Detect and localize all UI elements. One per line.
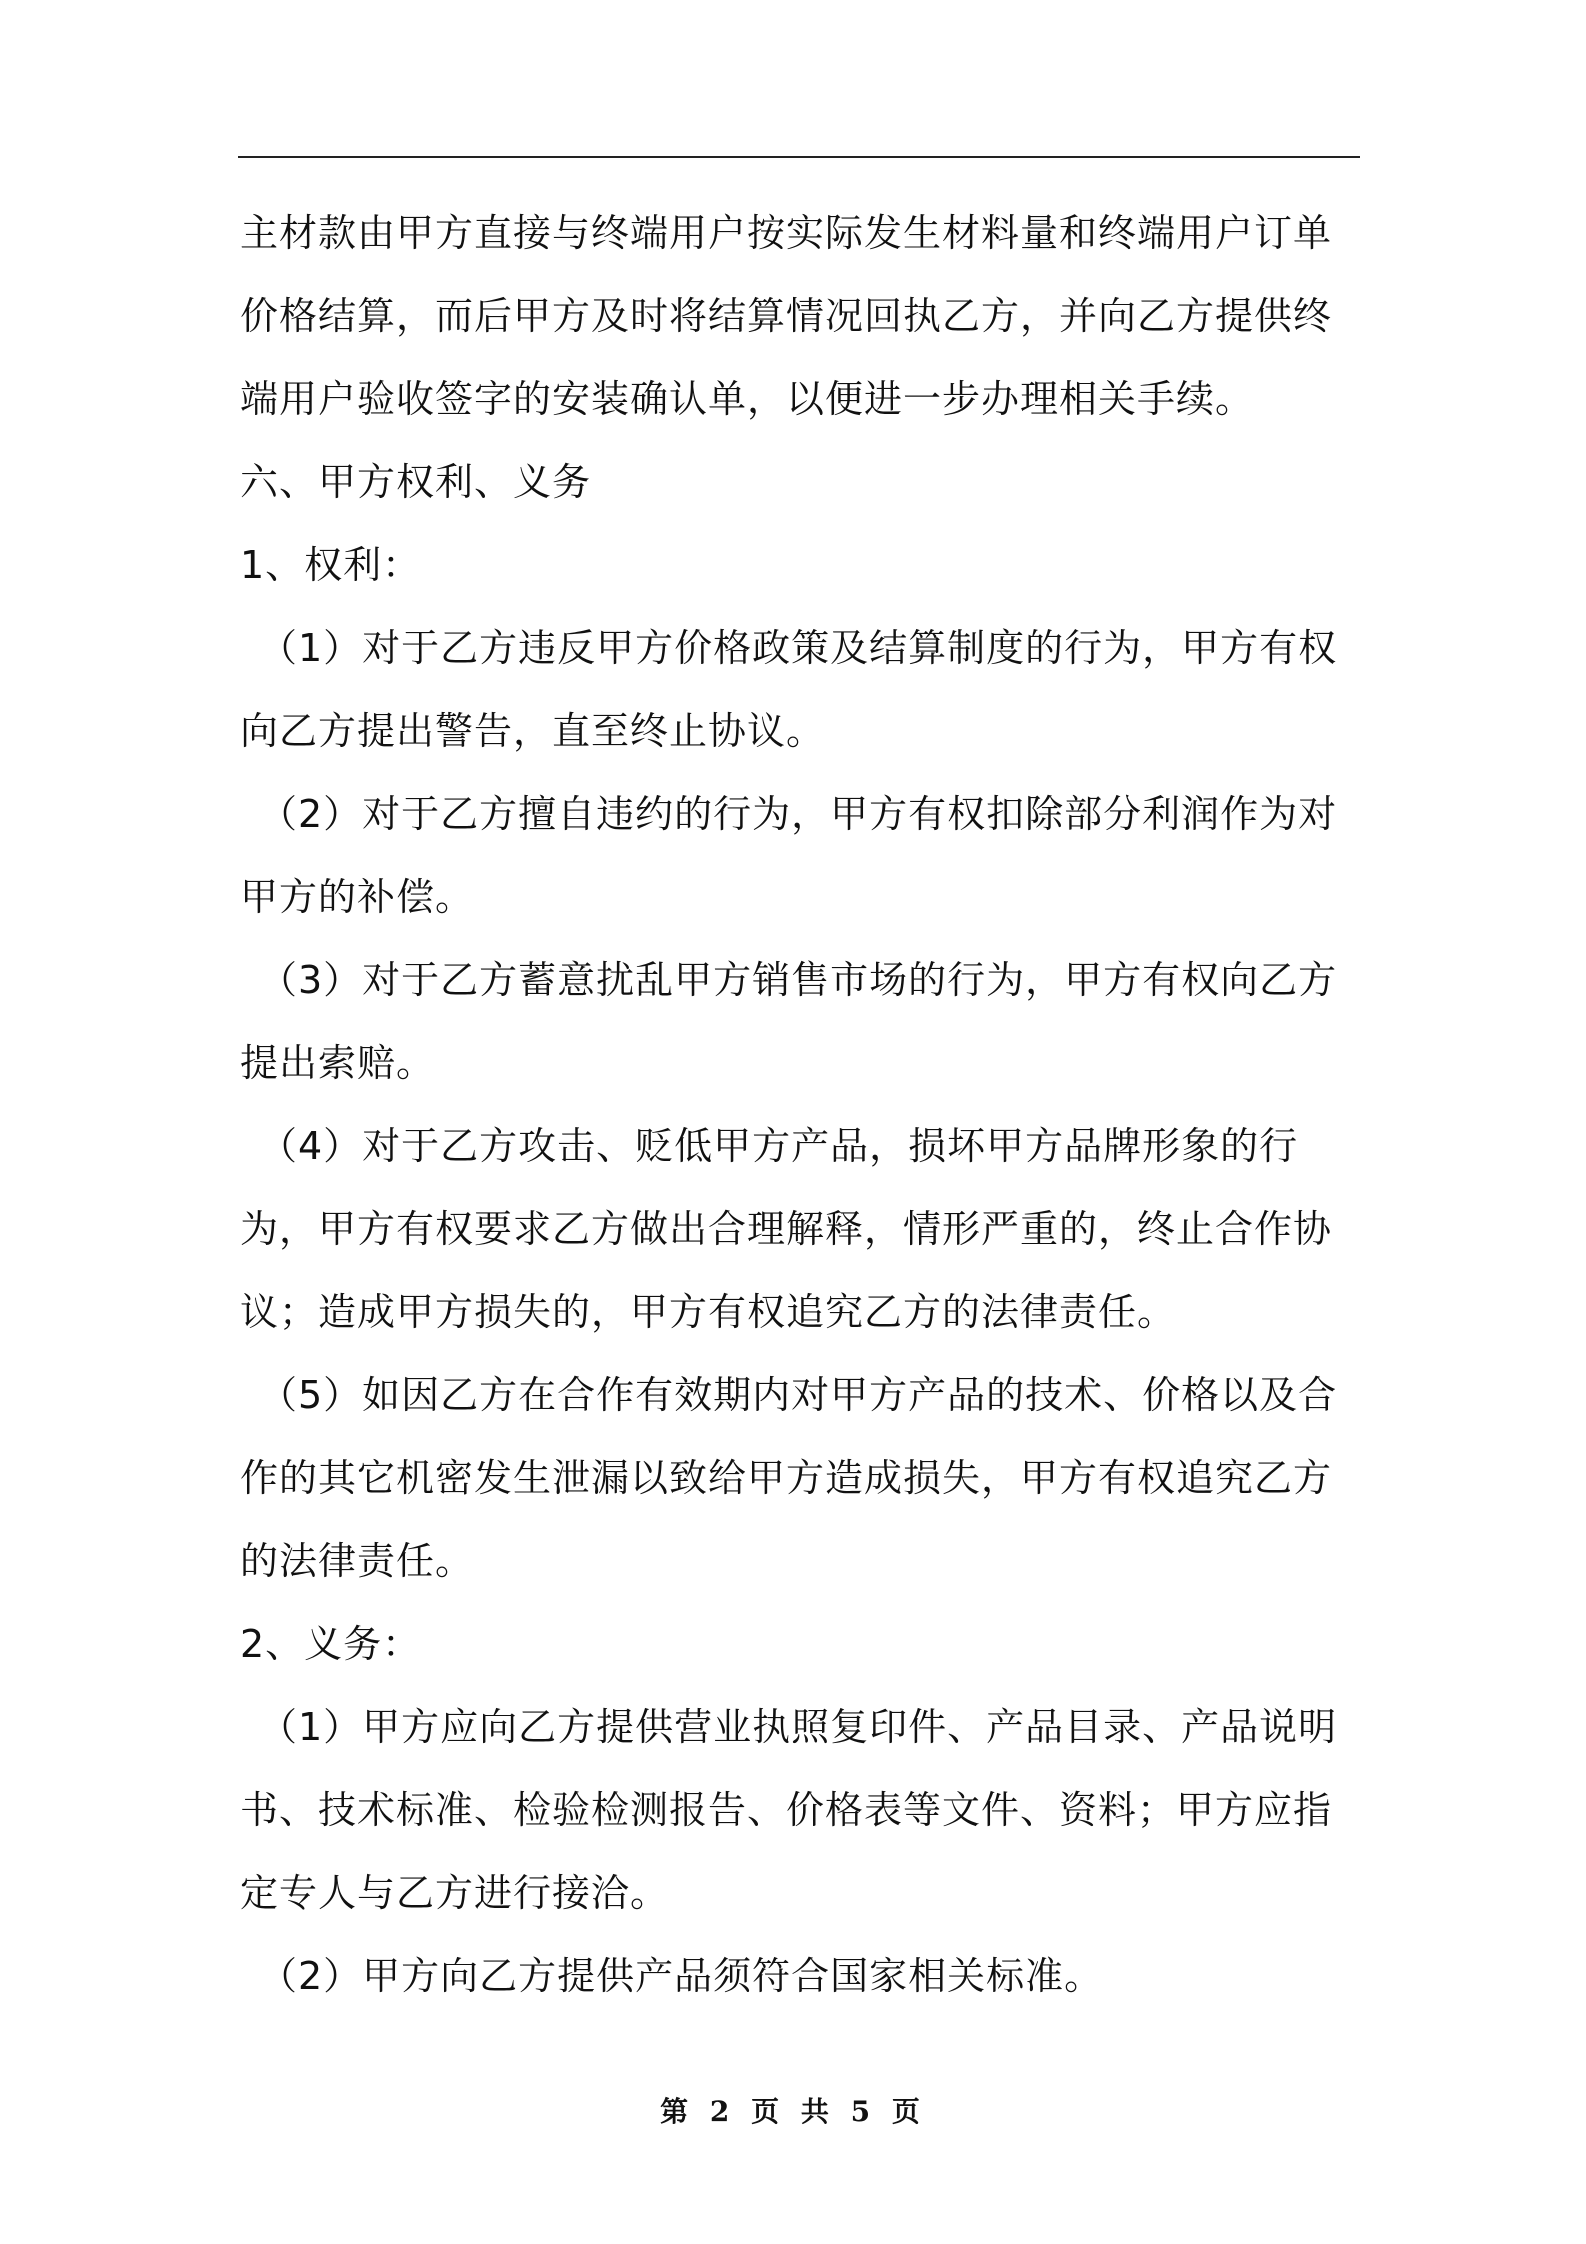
section-heading-party-a-rights-obligations: 六、甲方权利、义务 xyxy=(240,460,592,504)
paragraph-settlement: 主材款由甲方直接与终端用户按实际发生材料量和终端用户订单价格结算，而后甲方及时将结算情况回执乙方，并向乙方提供终端用户验收签字的安装确认单，以便进一步办理相关手续。 xyxy=(240,211,1333,421)
subheading-obligations: 2、义务： xyxy=(240,1622,422,1666)
rights-item-4: （4）对于乙方攻击、贬低甲方产品，损坏甲方品牌形象的行为，甲方有权要求乙方做出合理解释，情形严重的，终止合作协议；造成甲方损失的，甲方有权追究乙方的法律责任。 xyxy=(240,1124,1333,1334)
subheading-rights: 1、权利： xyxy=(240,543,422,587)
document-body xyxy=(240,192,1358,2018)
rights-item-3: （3）对于乙方蓄意扰乱甲方销售市场的行为，甲方有权向乙方提出索赔。 xyxy=(240,958,1338,1085)
rights-item-5: （5）如因乙方在合作有效期内对甲方产品的技术、价格以及合作的其它机密发生泄漏以致给甲方造成损失，甲方有权追究乙方的法律责任。 xyxy=(240,1373,1338,1583)
obligations-item-2: （2）甲方向乙方提供产品须符合国家相关标准。 xyxy=(259,1954,1104,1998)
page-number: 第 2 页 共 5 页 xyxy=(660,2095,926,2128)
header-rule xyxy=(238,156,1360,158)
obligations-item-1: （1）甲方应向乙方提供营业执照复印件、产品目录、产品说明书、技术标准、检验检测报告、价格表等文件、资料；甲方应指定专人与乙方进行接洽。 xyxy=(240,1705,1338,1915)
rights-item-1: （1）对于乙方违反甲方价格政策及结算制度的行为，甲方有权向乙方提出警告，直至终止协议。 xyxy=(240,626,1338,753)
rights-item-2: （2）对于乙方擅自违约的行为，甲方有权扣除部分利润作为对甲方的补偿。 xyxy=(240,792,1338,919)
